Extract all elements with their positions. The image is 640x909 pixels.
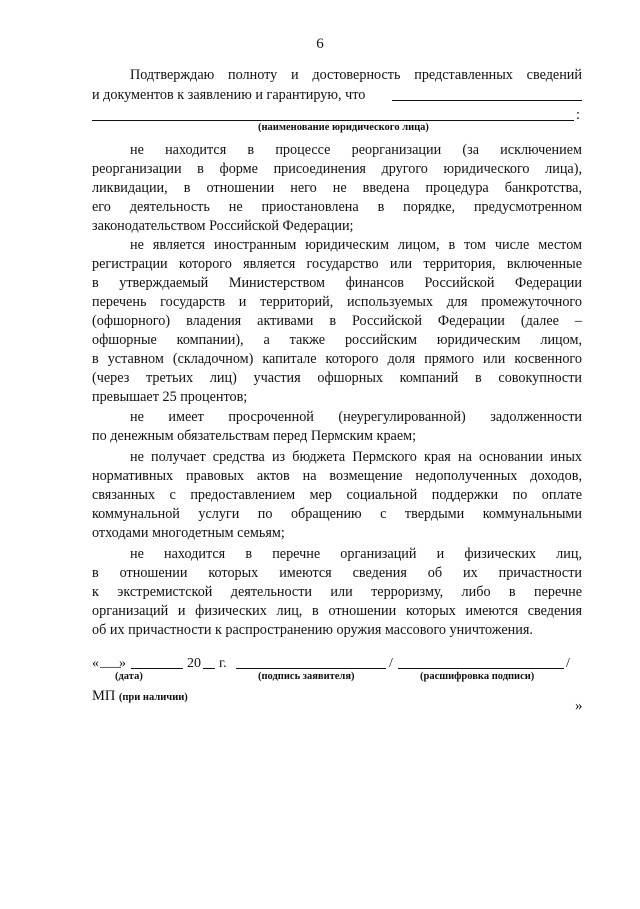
date-close-quote: » bbox=[119, 656, 126, 671]
item-5-line-1: не находится в перечне организаций и физических лиц, bbox=[130, 546, 582, 562]
date-year-prefix: 20 bbox=[187, 656, 201, 671]
item-2-line-2: регистрации которого является государство или территория, включенные bbox=[92, 256, 582, 272]
applicant-signature-line bbox=[236, 668, 386, 669]
item-4-line-3: связанных с предоставлением мер социальной поддержки по оплате bbox=[92, 487, 582, 503]
item-3-line-1: не имеет просроченной (неурегулированной) задолженности bbox=[130, 409, 582, 425]
date-year-blank bbox=[203, 668, 215, 669]
date-month-blank bbox=[131, 668, 183, 669]
item-3-line-2: по денежным обязательствам перед Пермским краем; bbox=[92, 428, 417, 444]
item-5-line-4: организаций и физических лиц, в отношении которых имеются сведения bbox=[92, 603, 582, 619]
item-2-line-7: в уставном (складочном) капитале которого доля прямого или косвенного bbox=[92, 351, 582, 367]
intro-line-2 bbox=[92, 86, 365, 104]
date-open-quote: « bbox=[92, 656, 99, 671]
item-1-line-3: ликвидации, в отношении него не введена процедура банкротства, bbox=[92, 180, 582, 196]
item-2-line-1: не является иностранным юридическим лицом, в том числе местом bbox=[130, 237, 582, 253]
signature-caption: (подпись заявителя) bbox=[258, 671, 355, 682]
item-4-line-4: коммунальной услуги по обращению с твердыми коммунальными bbox=[92, 506, 582, 522]
item-2-line-3: в утверждаемый Министерством финансов Российской Федерации bbox=[92, 275, 582, 291]
date-year-suffix: г. bbox=[219, 656, 227, 671]
item-4-line-5: отходами многодетным семьям; bbox=[92, 525, 285, 541]
signature-end-slash: / bbox=[566, 656, 570, 671]
legal-entity-name-line bbox=[92, 120, 574, 121]
transcript-caption: (расшифровка подписи) bbox=[420, 671, 535, 682]
item-2-line-5: (офшорного) владения активами в Российской Федерации (далее – bbox=[92, 313, 582, 329]
legal-entity-caption: (наименование юридического лица) bbox=[258, 122, 429, 133]
signature-transcript-line bbox=[398, 668, 564, 669]
item-2-line-9: превышает 25 процентов; bbox=[92, 389, 248, 405]
date-caption: (дата) bbox=[115, 671, 143, 682]
intro-blank-line bbox=[392, 100, 582, 101]
item-4-line-1: не получает средства из бюджета Пермского края на основании иных bbox=[130, 449, 582, 465]
closing-quote: » bbox=[575, 698, 583, 714]
intro-line-2-text: и документов к заявлению и гарантирую, что bbox=[92, 87, 366, 103]
stamp-note: (при наличии) bbox=[118, 692, 188, 703]
stamp-label: МП bbox=[92, 688, 116, 704]
item-5-line-5: об их причастности к распространению оружия массового уничтожения. bbox=[92, 622, 533, 638]
item-2-line-6: офшорные компании), а также российским юридическим лицом, bbox=[92, 332, 582, 348]
item-4-line-2: нормативных правовых актов на возмещение недополученных доходов, bbox=[92, 468, 582, 484]
item-5-line-2: в отношении которых имеются сведения об их причастности bbox=[92, 565, 582, 581]
item-1-line-5: законодательством Российской Федерации; bbox=[92, 218, 354, 234]
item-2-line-8: (через третьих лиц) участия офшорных компаний в совокупности bbox=[92, 370, 582, 386]
date-day-blank: ___ bbox=[100, 655, 121, 670]
intro-colon: : bbox=[576, 107, 580, 123]
stamp-line bbox=[92, 688, 188, 706]
item-2-line-4: перечень государств и территорий, используемых для промежуточного bbox=[92, 294, 582, 310]
item-5-line-3: к экстремистской деятельности или терроризму, либо в перечне bbox=[92, 584, 582, 600]
item-1-line-1: не находится в процессе реорганизации (за исключением bbox=[130, 142, 582, 158]
intro-line-1: Подтверждаю полноту и достоверность представленных сведений bbox=[130, 67, 582, 83]
signature-slash: / bbox=[389, 656, 393, 671]
item-1-line-2: реорганизации в форме присоединения другого юридического лица), bbox=[92, 161, 582, 177]
page-number: 6 bbox=[316, 36, 324, 52]
item-1-line-4: его деятельность не приостановлена в порядке, предусмотренном bbox=[92, 199, 582, 215]
